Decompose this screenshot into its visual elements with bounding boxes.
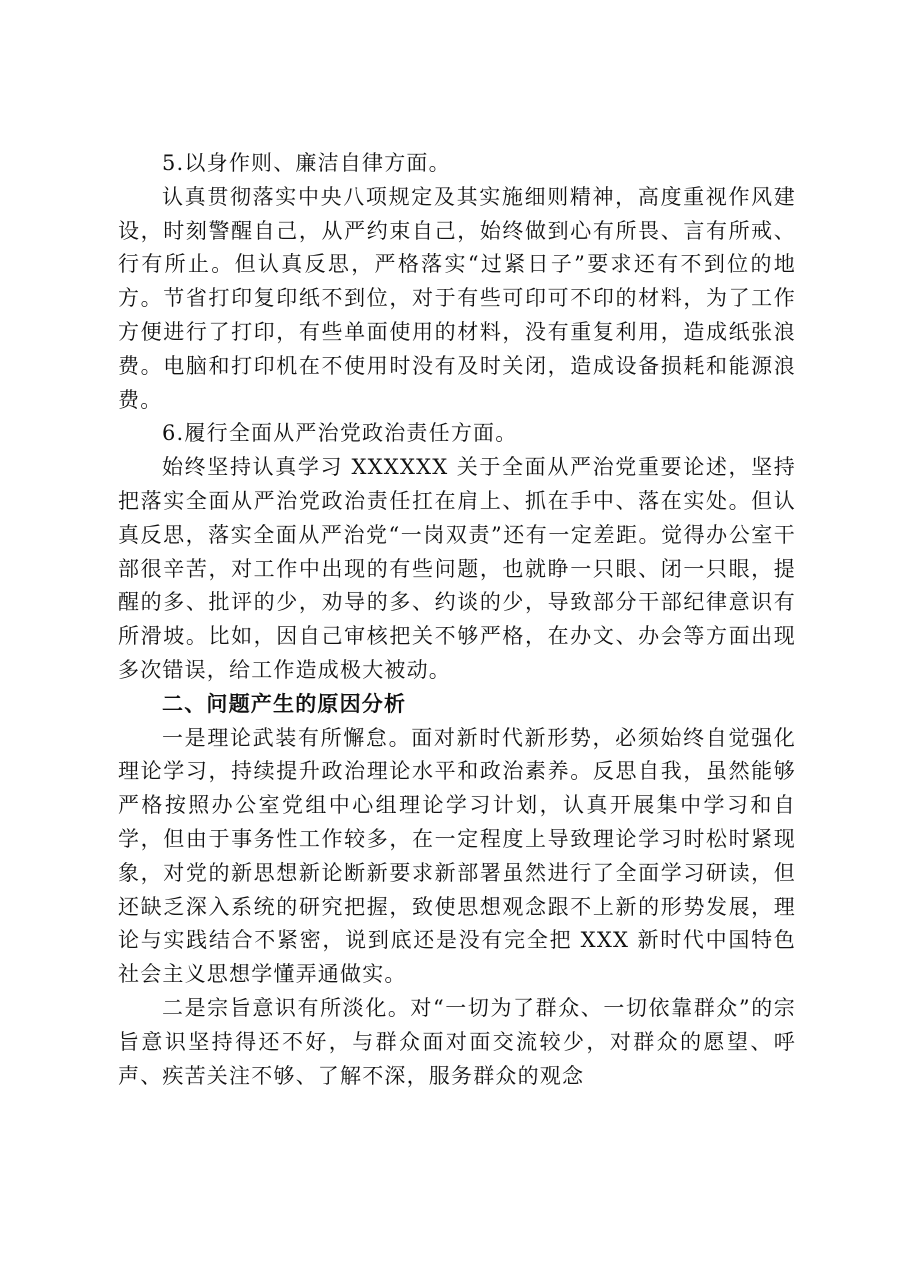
body-paragraph-mass-line: 二是宗旨意识有所淡化。对“一切为了群众、一切依靠群众”的宗旨意识坚持得还不好，与群众面对面交流较少，对群众的愿望、呼声、疾苦关注不够、了解不深，服务群众的观念 [118,995,796,1088]
section-heading-cause-analysis: 二、问题产生的原因分析 [162,691,407,716]
document-body [118,147,796,1093]
section-subheading-6: 6.履行全面从严治党政治责任方面。 [162,421,518,446]
section-subheading-5: 5.以身作则、廉洁自律方面。 [162,151,451,175]
body-paragraph-self-discipline: 认真贯彻落实中央八项规定及其实施细则精神，高度重视作风建设，时刻警醒自己，从严约束自己，始终做到心有所畏、言有所戒、行有所止。但认真反思，严格落实“过紧日子”要求还有不到位的地方。节省打印复印纸不到位，对于有些可印可不印的材料，为了工作方便进行了打印，有些单面使用的材料，没有重复利用，造成纸张浪费。电脑和打印机在不使用时没有及时关闭，造成设备损耗和能源浪费。 [118,184,796,412]
body-paragraph-theory-study: 一是理论武装有所懈怠。面对新时代新形势，必须始终自觉强化理论学习，持续提升政治理论水平和政治素养。反思自我，虽然能够严格按照办公室党组中心组理论学习计划，认真开展集中学习和自学，但由于事务性工作较多，在一定程度上导致理论学习时松时紧现象，对党的新思想新论断新要求新部署虽然进行了全面学习研读，但还缺乏深入系统的研究把握，致使思想观念跟不上新的形势发展，理论与实践结合不紧密，说到底还是没有完全把 XXX 新时代中国特色社会主义思想学懂弄通做实。 [118,725,796,987]
body-paragraph-party-governance: 始终坚持认真学习 XXXXXX 关于全面从严治党重要论述，坚持把落实全面从严治党政治责任扛在肩上、抓在手中、落在实处。但认真反思，落实全面从严治党“一岗双责”还有一定差距。觉得办公室干部很辛苦，对工作中出现的有些问题，也就睁一只眼、闭一只眼，提醒的多、批评的少，劝导的多、约谈的少，导致部分干部纪律意识有所滑坡。比如，因自己审核把关不够严格，在办文、办会等方面出现多次错误，给工作造成极大被动。 [118,455,796,682]
